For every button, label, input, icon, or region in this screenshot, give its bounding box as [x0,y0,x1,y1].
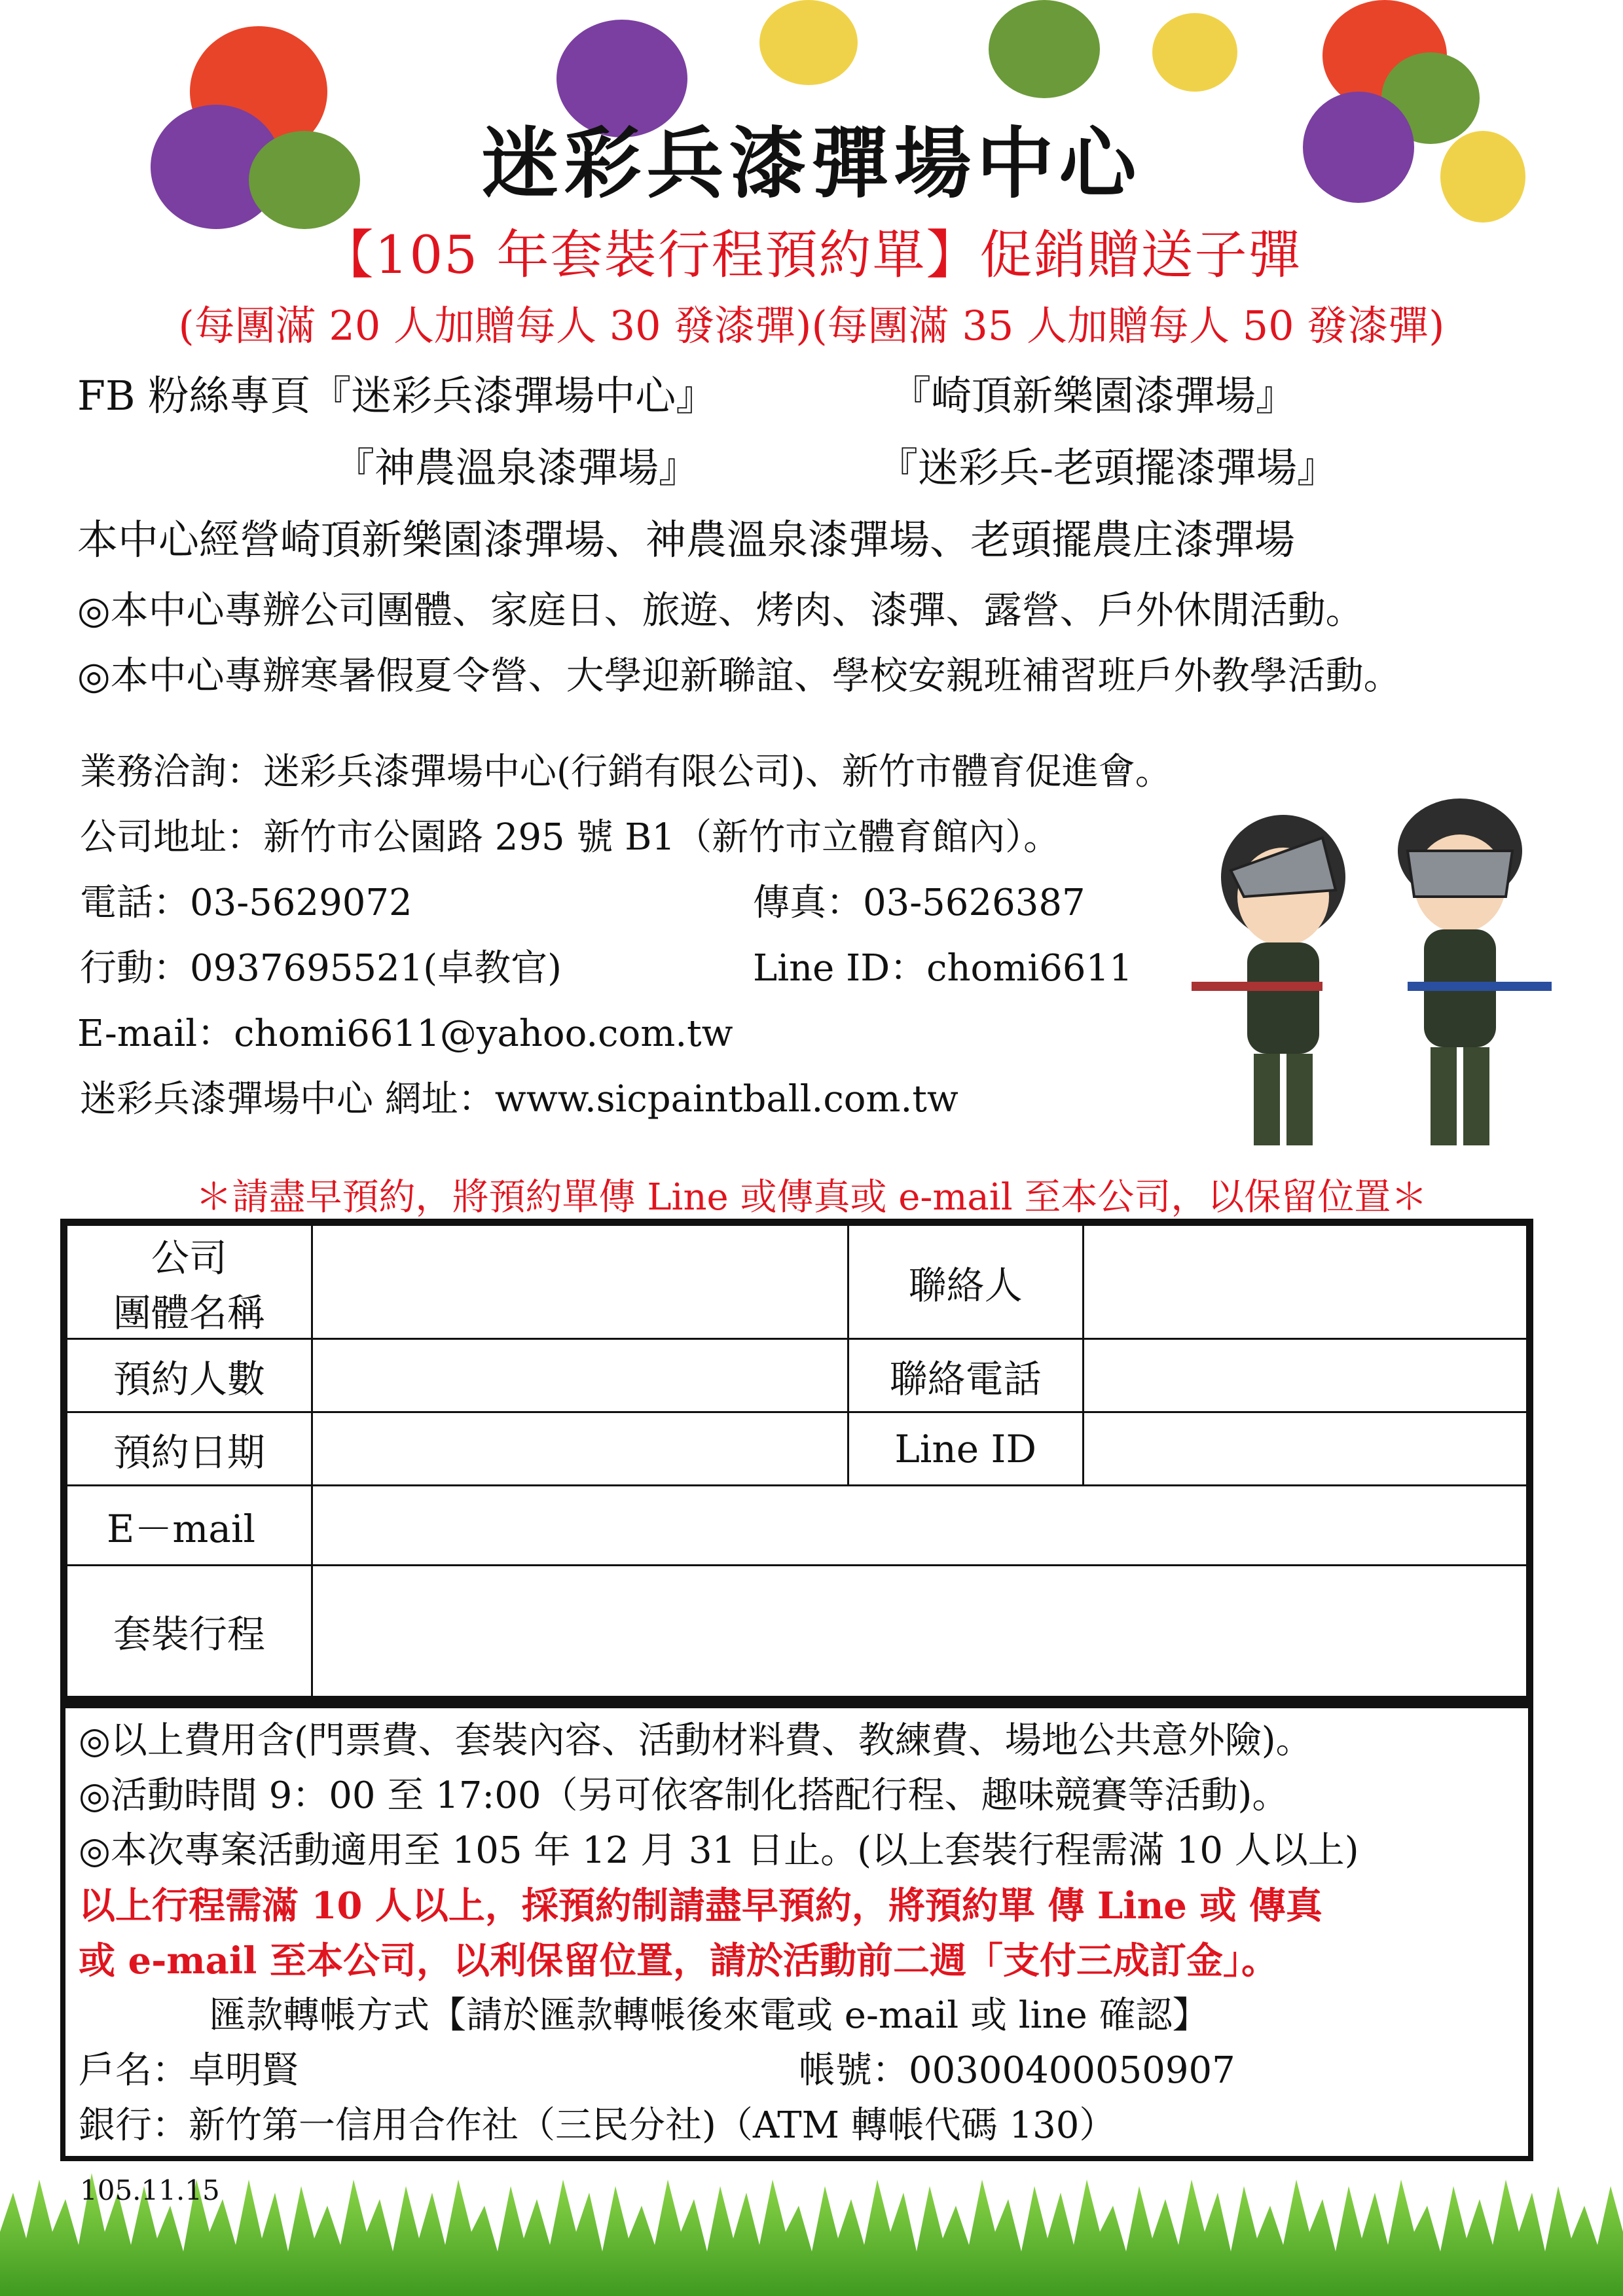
promo-text: (每團滿 20 人加贈每人 30 發漆彈)(每團滿 35 人加贈每人 50 發漆彈) [178,302,1445,350]
contact-person-label: 聯絡人 [848,1225,1083,1339]
email-label: E－mail [67,1486,312,1566]
intro-line-1: 本中心經營崎頂新樂園漆彈場、神農溫泉漆彈場、老頭擺農庄漆彈場 [77,516,1296,564]
fb-page-2: 『崎頂新樂園漆彈場』 [890,372,1297,420]
page-title: 迷彩兵漆彈場中心 [481,118,1142,209]
fb-page-4: 『迷彩兵-老頭擺漆彈場』 [877,444,1338,492]
note-transfer: 匯款轉帳方式【請於匯款轉帳後來電或 e-mail 或 line 確認】 [210,1994,1209,2037]
company-group-input[interactable] [312,1225,848,1339]
package-input[interactable] [312,1566,1527,1697]
intro-line-3: ◎本中心專辦寒暑假夏令營、大學迎新聯誼、學校安親班補習班戶外教學活動。 [77,653,1402,698]
soldier-left [1192,815,1345,1145]
contact-phone-label: 聯絡電話 [848,1339,1083,1412]
website: 迷彩兵漆彈場中心 網址：www.sicpaintball.com.tw [80,1078,958,1121]
paint-splat-yellow [1152,13,1237,92]
phone: 電話：03-5629072 [80,882,412,924]
note-valid: ◎本次專案活動適用至 105 年 12 月 31 日止。(以上套裝行程需滿 10 人以上) [79,1829,1359,1872]
line-id-label: Line ID [848,1412,1083,1486]
contact-phone-input[interactable] [1083,1339,1527,1412]
reservation-form [60,1219,1533,1703]
reserve-date-input[interactable] [312,1412,848,1486]
fb-page-3: 『神農溫泉漆彈場』 [334,444,700,492]
fax: 傳真：03-5626387 [753,882,1085,924]
note-red-1: 以上行程需滿 10 人以上，採預約制請盡早預約，將預約單 傳 Line 或 傳真 [79,1884,1322,1928]
soldier-illustration [1192,798,1558,1165]
people-count-label: 預約人數 [67,1339,312,1412]
line-id-input[interactable] [1083,1412,1527,1486]
soldier-right [1398,798,1552,1145]
note-time: ◎活動時間 9：00 至 17:00（另可依客制化搭配行程、趣味競賽等活動)。 [79,1774,1289,1817]
reservation-warning: ＊請盡早預約，將預約單傳 Line 或傳真或 e-mail 至本公司，以保留位置＊ [195,1176,1428,1219]
issue-date: 105.11.15 [80,2174,220,2206]
account-number: 帳號：00300400050907 [799,2049,1235,2092]
email: E-mail：chomi6611@yahoo.com.tw [77,1013,733,1055]
line-id: Line ID：chomi6611 [753,947,1133,990]
grass-decoration [0,2153,1623,2296]
mobile: 行動：0937695521(卓教官) [80,947,562,990]
paint-splat-green [989,0,1100,98]
account-row [79,2043,1515,2098]
intro-line-2: ◎本中心專辦公司團體、家庭日、旅遊、烤肉、漆彈、露營、戶外休閒活動。 [77,588,1364,632]
paint-splat-yellow [759,0,858,85]
subtitle: 【105 年套裝行程預約單】促銷贈送子彈 [321,224,1302,285]
company-address: 公司地址：新竹市公園路 295 號 B1（新竹市立體育館內）。 [80,816,1061,859]
people-count-input[interactable] [312,1339,848,1412]
email-input[interactable] [312,1486,1527,1566]
business-inquiry: 業務洽詢：迷彩兵漆彈場中心(行銷有限公司)、新竹市體育促進會。 [80,751,1172,793]
package-label: 套裝行程 [67,1566,312,1697]
note-fee: ◎以上費用含(門票費、套裝內容、活動材料費、教練費、場地公共意外險)。 [79,1719,1313,1762]
reserve-date-label: 預約日期 [67,1412,312,1486]
fb-page-label: FB 粉絲專頁『迷彩兵漆彈場中心』 [77,372,717,420]
account-name: 戶名：卓明賢 [79,2049,299,2092]
notes-section [60,1703,1533,2161]
bank-info: 銀行：新竹第一信用合作社（三民分社)（ATM 轉帳代碼 130） [79,2104,1116,2147]
note-red-2: 或 e-mail 至本公司，以利保留位置，請於活動前二週「支付三成訂金」。 [79,1939,1278,1982]
company-group-label: 公司 團體名稱 [67,1225,312,1339]
contact-person-input[interactable] [1083,1225,1527,1339]
